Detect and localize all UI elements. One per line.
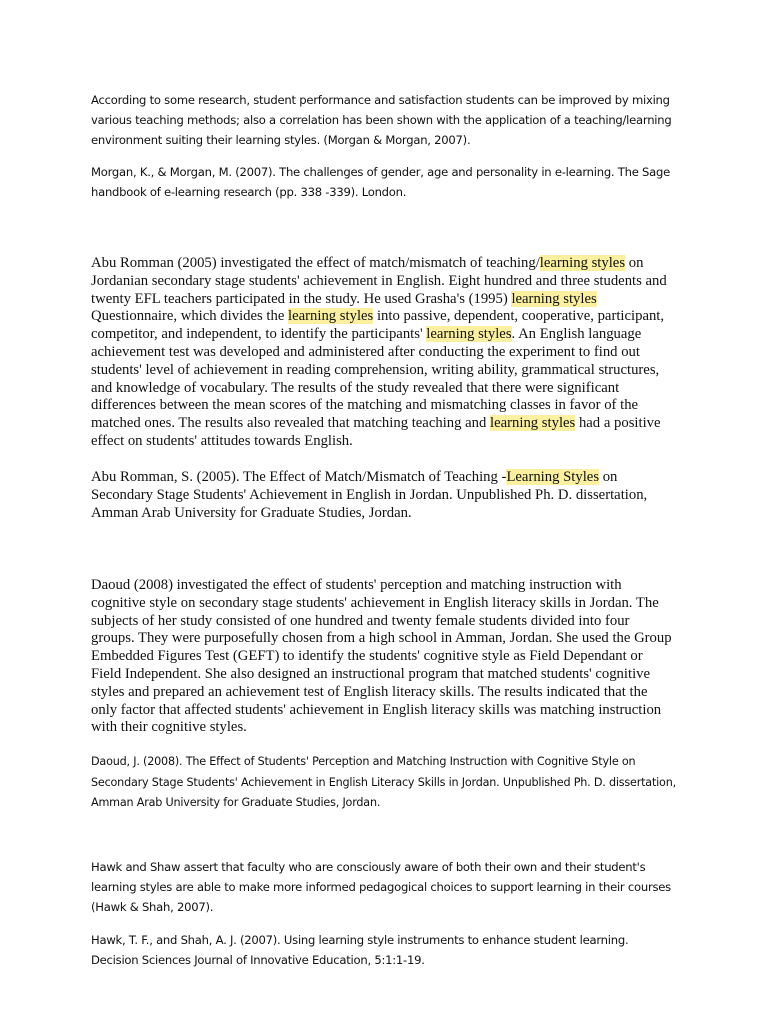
reference-daoud	[91, 752, 676, 814]
reference-abu-romman	[91, 469, 676, 522]
highlighted-term: learning styles	[511, 290, 597, 307]
text-segment: According to some research, student performance and satisfaction students can be improved by mixing various teaching methods; also a correlation has been shown with the application of a teaching/learning environment suiting their learning styles. (Morgan & Morgan, 2007).	[91, 93, 672, 147]
highlighted-term: learning styles	[539, 255, 626, 271]
paragraph-morgan-intro	[91, 90, 676, 150]
text-segment: Daoud, J. (2008). The Effect of Students' Perception and Matching Instruction with Cognitive Style on Secondary Stage Students' Achievement in English Literacy Skills in Jordan. Unpublished Ph. D. dissertation, Amman Arab University for Graduate Studies, Jordan.	[91, 755, 676, 809]
text-segment: had a positive effect on students' attitudes towards English.	[91, 415, 661, 449]
reference-morgan	[91, 162, 676, 202]
text-segment: Hawk, T. F., and Shah, A. J. (2007). Using learning style instruments to enhance student learning. Decision Sciences Journal of Innovative Education, 5:1:1-19.	[91, 933, 629, 967]
text-segment: Hawk and Shaw assert that faculty who are consciously aware of both their own and their student's learning styles are able to make more informed pedagogical choices to support learning in their courses (Hawk & Shah, 2007).	[91, 860, 671, 914]
text-segment: Abu Romman, S. (2005). The Effect of Match/Mismatch of Teaching -	[91, 469, 507, 485]
reference-hawk-shah	[91, 930, 676, 970]
text-segment: on Secondary Stage Students' Achievement in English in Jordan. Unpublished Ph. D. dissertation, Amman Arab University for Graduate Studies, Jordan.	[91, 469, 648, 521]
text-segment: Morgan, K., & Morgan, M. (2007). The challenges of gender, age and personality in e-learning. The Sage handbook of e-learning research (pp. 338 -339). London.	[91, 165, 671, 199]
text-segment: on Jordanian secondary stage students' achievement in English. Eight hundred and three students and twenty EFL teachers participated in the study. He used Grasha's (1995)	[91, 255, 667, 307]
text-segment: Questionnaire, which divides the	[91, 308, 289, 325]
paragraph-daoud	[91, 577, 676, 737]
highlighted-term: learning styles	[490, 415, 576, 432]
text-segment: Daoud (2008) investigated the effect of students' perception and matching instruction with cognitive style on secondary stage students' achievement in English literacy skills in Jordan. The subjects of her study consisted of one hundred and twenty female students divided into four groups. They were purposefully chosen from a high school in Amman, Jordan. She used the Group Embedded Figures Test (GEFT) to identify the students' cognitive style as Field Dependant or Field Independent. She also designed an instructional program that matched students' cognitive styles and prepared an achievement test of English literacy skills. The results indicated that the only factor that affected students' achievement in English literacy skills was matching instruction with their cognitive styles.	[91, 577, 672, 736]
highlighted-term: learning styles	[426, 326, 512, 343]
text-segment: into passive, dependent, cooperative, participant, competitor, and independent, to identify the participants'	[91, 308, 665, 343]
highlighted-term: learning styles	[288, 308, 374, 325]
text-segment: . An English language achievement test was developed and administered after conducting the experiment to find out students' level of achievement in reading comprehension, writing ability, grammatical structures, and knowledge of vocabulary. The results of the study revealed that there were significant differences between the mean scores of the matching and mismatching classes in favor of the matched ones. The results also revealed that matching teaching and	[91, 326, 660, 432]
text-segment: Abu Romman (2005) investigated the effect of match/mismatch of teaching/	[91, 255, 540, 271]
paragraph-hawk-shaw	[91, 857, 676, 917]
paragraph-abu-romman	[91, 255, 676, 451]
highlighted-term: Learning Styles	[506, 469, 600, 485]
